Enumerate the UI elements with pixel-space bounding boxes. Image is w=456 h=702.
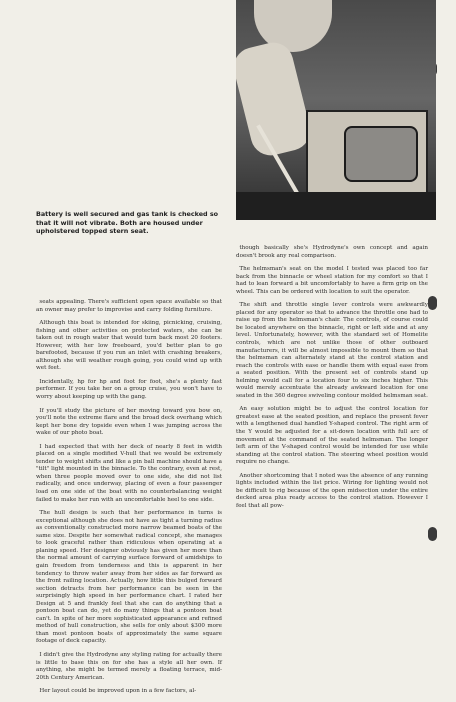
photo-caption: Battery is well secured and gas tank is checked so that it will not vibrate. Both are housed under upholstered topped stern seat. [36,210,219,236]
paragraph: Although this boat is intended for skiing, picnicking, cruising, fishing and other activities on protected waters, she can be taken out in rough water that would turn back most 20 footers. However, with her low freeboard, you'd better plan to go barefooted, because if you run an inlet with crashing breakers, although she will weather rough going, you could wind up with wet feet. [36,320,222,372]
paragraph: The hull design is such that her performance in turns is exceptional although she does not have as tight a turning radius as conventionally constructed more narrow beamed boats of the same size. Despite her somewhat radical concept, she manages to look graceful rather than ridiculous when operating at a planing speed. Her designer obviously has given her more than the normal amount of carrying surface forward of amidships to gain freedom from tenderness and this is apparent in her tendency to throw water away from her sides as far forward as the front railing location. Actually, how little this bulged forward section detracts from her performance can be seen in the surprisingly high speed in her performance chart. I rated her Design at 5 and frankly feel that she can do anything that a pontoon boat can do, yet do many things that a pontoon boat can't. In spite of her more sophisticated appearance and refined method of hull construction, she sells for only about $300 more than most pontoon boats of approximately the same square footage of deck capacity. [36,510,222,645]
right-column [236,245,428,517]
binder-hole [428,527,437,541]
paragraph: Her layout could be improved upon in a few factors, al- [39,688,197,695]
paragraph: I didn't give the Hydrodyne any styling rating for actually there is little to base this on for she has a style all her own. If anything, she might be termed merely a floating terrace, mid-20th Century American. [36,651,222,681]
paragraph: The shift and throttle single lever controls were awkwardly placed for any operator so that to advance the throttle one had to raise up from the helmsman's chair. The controls, of course could be located anywhere on the binnacle, right or left side and at any level. Unfortunately, however, with the standard set of Homelite controls, which are not unlike those of other outboard manufacturers, it will be almost impossible to mount them so that the helmsman can alternately stand at the control station and reach the controls with ease or handle them with equal ease from a seated position. With the present set of controls stand up helming would call for a location four to six inches higher. This would merely accentuate the already awkward location for one seated in the 360 degree swiveling contour molded helmsman seat. [236,302,428,399]
boat-photo [236,0,436,220]
paragraph: An easy solution might be to adjust the control location for greatest ease at the seated position, and replace the present fever with a lengthened dual handled Y-shaped control. The right arm of the Y would be adjusted for a sit-down location with full arc of movement at the command of the seated helmsman. The longer left arm of the V-shaped control would be intended for use while standing at the control station. The steering wheel position would require no change. [236,406,428,466]
paragraph: The helmsman's seat on the model I tested was placed too far back from the binnacle or wheel station for my comfort so that I had to lean forward a bit uncomfortably to have a firm grip on the wheel. This can be ordered with location to suit the operator. [236,266,428,295]
paragraph: Incidentally, hp for hp and foot for foot, she's a plenty fast performer. If you take her on a group cruise, you won't have to worry about keeping up with the gang. [36,378,222,401]
binder-hole [428,296,437,310]
paragraph: I had expected that with her deck of nearly 8 feet in width placed on a single modified V-hull that we would be extremely tender to weight shifts and like a pin ball machine should have a "tilt" light mounted in the binnacle. To the contrary, even at rest, when three people moved over to one side, she did not list radically, and once underway, placing of even a four passenger load on one side of the boat with no counterbalancing weight failed to make her run with an uncomfortable heel to one side. [36,443,222,503]
paragraph: though basically she's Hydrodyne's own concept and again doesn't brook any real comparison. [236,245,428,259]
paragraph: Another shortcoming that I noted was the absence of any running lights included within the list price. Wiring for lighting would not be difficult to rig because of the open midsection under the entire decked area plus ready access to the control station. However I feel that all pow- [236,472,428,509]
left-column [36,299,222,702]
paragraph: seats appealing. There's sufficient open space available so that an owner may prefer to improvise and carry folding furniture. [36,299,222,313]
paragraph: If you'll study the picture of her moving toward you bow on, you'll note the extreme flare and the broad deck overhang which kept her bone dry topside even when I was jumping across the wake of our photo boat. [36,407,222,437]
